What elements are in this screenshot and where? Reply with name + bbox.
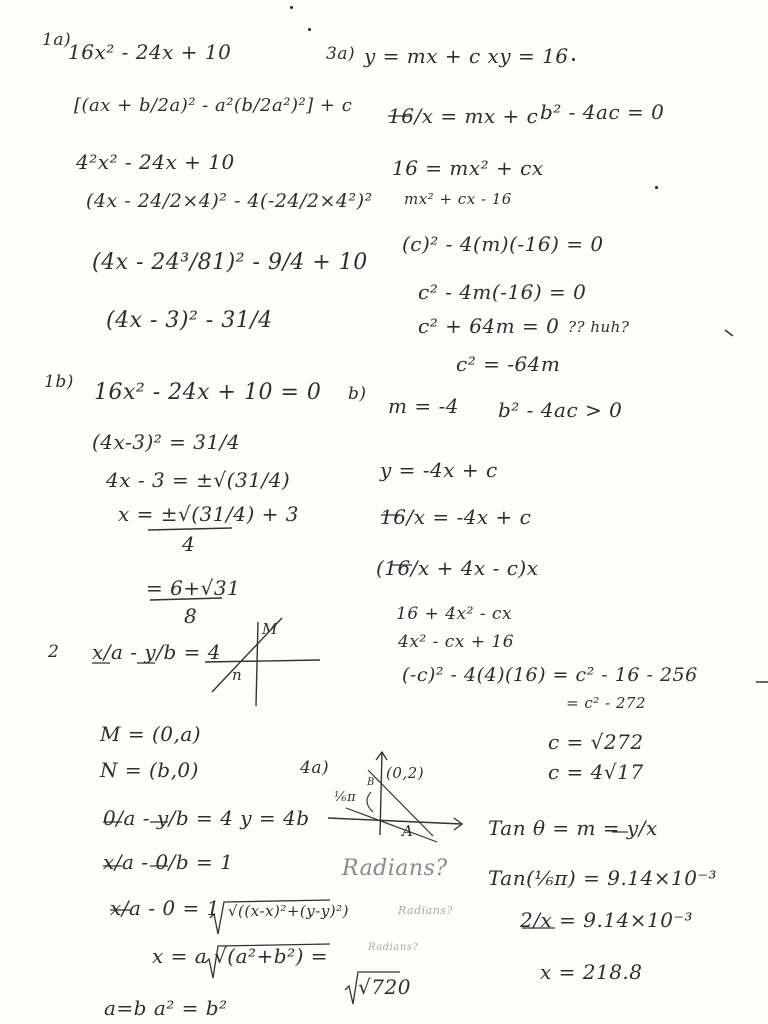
q2-line-7: x = a √(a²+b²) = xyxy=(152,944,329,968)
q3b-line-3: y = -4x + c xyxy=(380,458,498,482)
q1a-line-2: [(ax + b/2a)² - a²(b/2a²)²] + c xyxy=(74,95,353,116)
q2-line-3: 0/a - y/b = 4 y = 4b xyxy=(103,806,310,830)
q3b-line-5: (16/x + 4x - c)x xyxy=(376,556,539,580)
q2-line-2: N = (b,0) xyxy=(100,758,199,782)
scan-speck xyxy=(655,186,658,189)
q3b-line-10: c = √272 xyxy=(548,730,644,754)
q1a-line-5: (4x - 24³/81)² - 9/4 + 10 xyxy=(92,250,368,275)
q3a-line-4: 16 = mx² + cx xyxy=(392,156,544,180)
q4-y-axis xyxy=(380,752,382,835)
q3a-label: 3a) xyxy=(326,44,356,64)
q4a-line-4: x = 218.8 xyxy=(540,960,643,984)
scan-speck xyxy=(572,58,575,61)
q4a-radians-note-2: Radians? xyxy=(398,904,453,917)
q3a-line-5: mx² + cx - 16 xyxy=(404,190,512,208)
q1b-line-4: x = ±√(31/4) + 3 xyxy=(118,502,299,526)
q3b-line-9: = c² - 272 xyxy=(566,694,646,712)
q1b-line-5: 4 xyxy=(182,532,196,556)
q4-x-axis xyxy=(328,818,462,824)
q4a-line-1: Tan θ = m = y/x xyxy=(488,816,658,840)
q3a-line-7: c² - 4m(-16) = 0 xyxy=(418,280,587,304)
q2-sketch-label-m: M xyxy=(262,620,278,638)
q2-line-5: x/a - 0 = 1 xyxy=(110,896,220,920)
q3b-line-11: c = 4√17 xyxy=(548,760,644,784)
q1b-line-7: 8 xyxy=(184,604,198,628)
scan-speck xyxy=(290,6,293,9)
q2-label: 2 xyxy=(48,642,60,662)
q1b-line-6: = 6+√31 xyxy=(146,576,241,600)
q3a-line-9: ?? huh? xyxy=(568,318,630,336)
q1b-line-2: (4x-3)² = 31/4 xyxy=(92,430,241,454)
q3b-line-8: (-c)² - 4(4)(16) = c² - 16 - 256 xyxy=(402,664,698,686)
q4a-a-label: A xyxy=(402,822,414,840)
q1b-line-3: 4x - 3 = ±√(31/4) xyxy=(106,468,291,492)
q3b-line-1: m = -4 xyxy=(388,394,459,418)
q4a-radians-note-1: Radians? xyxy=(342,856,448,881)
q2-equation: x/a - y/b = 4 xyxy=(92,640,221,664)
q3b-line-6: 16 + 4x² - cx xyxy=(396,604,513,624)
q3a-line-6: (c)² - 4(m)(-16) = 0 xyxy=(402,232,604,256)
q4a-angle-label: ⅙π xyxy=(334,790,357,805)
scan-speck xyxy=(308,28,311,31)
q3a-line-8: c² + 64m = 0 xyxy=(418,314,560,338)
q2-sketch-y-axis xyxy=(256,622,258,706)
q4a-line-2: Tan(⅙π) = 9.14×10⁻³ xyxy=(488,866,718,890)
q1a-line-4: (4x - 24/2×4)² - 4(-24/2×4²)² xyxy=(86,190,373,212)
q2-line-4: x/a - 0/b = 1 xyxy=(103,850,234,874)
q2-line-8: √720 xyxy=(358,975,411,999)
q2-line-1: M = (0,a) xyxy=(100,722,202,746)
q3a-line-3: b² - 4ac = 0 xyxy=(540,100,665,124)
q4a-label: 4a) xyxy=(300,758,330,778)
q1a-line-3: 4²x² - 24x + 10 xyxy=(76,150,235,174)
q1b-line-1: 16x² - 24x + 10 = 0 xyxy=(94,380,322,405)
q1b-label: 1b) xyxy=(44,372,74,392)
q3b-line-4: 16/x = -4x + c xyxy=(380,505,532,529)
q3b-line-2: b² - 4ac > 0 xyxy=(498,398,623,422)
q2-line-6: √((x-x)²+(y-y)²) xyxy=(228,902,350,920)
q2-line-9: a=b a² = b² xyxy=(104,996,228,1020)
q1a-line-1: 16x² - 24x + 10 xyxy=(68,40,232,64)
q2-sketch-x-axis xyxy=(205,660,320,662)
q1a-label: 1a) xyxy=(42,30,72,50)
q4a-radians-note-3: Radians? xyxy=(368,942,419,953)
q3a-line-2: 16/x = mx + c xyxy=(388,104,539,128)
q4-dir-line xyxy=(346,808,437,842)
q4a-point-label: (0,2) xyxy=(386,764,425,782)
q1a-line-6: (4x - 3)² - 31/4 xyxy=(106,308,273,333)
q3a-line-10: c² = -64m xyxy=(456,352,561,376)
q4a-b-label: B xyxy=(367,777,375,788)
q3b-label: b) xyxy=(348,384,367,404)
q4a-line-3: 2/x = 9.14×10⁻³ xyxy=(520,908,694,932)
q3a-line-1: y = mx + c xy = 16 xyxy=(364,44,569,68)
q2-sketch-label-n: n xyxy=(232,666,243,684)
q3b-line-7: 4x² - cx + 16 xyxy=(398,632,515,652)
